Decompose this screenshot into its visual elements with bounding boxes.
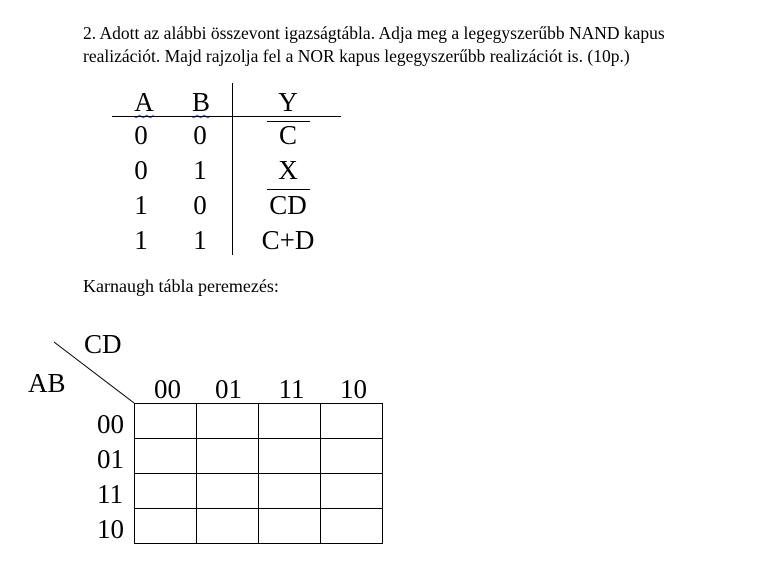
kmap-row-label: 01 [97,444,124,474]
kmap-row [135,474,383,509]
kmap-title-text: Karnaugh tábla peremezés: [83,276,279,296]
kmap-cell[interactable] [321,439,383,474]
kmap-cell[interactable] [197,474,259,509]
kmap-col-label: 01 [215,374,242,404]
row-2-y: X [278,155,298,185]
kmap-cell[interactable] [135,509,197,544]
kmap-row-label: 10 [97,514,124,544]
kmap-grid [134,403,383,544]
kmap-row-label: 11 [97,479,123,509]
row-3-y: CD [269,190,307,220]
kmap-cell[interactable] [321,509,383,544]
kmap-cell[interactable] [259,439,321,474]
kmap-cell[interactable] [197,509,259,544]
kmap-cell[interactable] [321,474,383,509]
header-y: Y [278,87,298,117]
row-3-b: 0 [193,190,207,220]
kmap-col-label: 00 [154,374,181,404]
row-1-a: 0 [134,120,148,150]
kmap-row [135,439,383,474]
kmap-row [135,509,383,544]
kmap-cell[interactable] [197,404,259,439]
kmap-cell[interactable] [259,509,321,544]
kmap-row [135,404,383,439]
kmap-row-label: 00 [97,409,124,439]
row-1-b: 0 [193,120,207,150]
row-1-y: C [278,120,297,150]
row-3-a: 1 [134,190,148,220]
row-4-a: 1 [134,225,148,255]
task-line-2: realizációt. Majd rajzolja fel a NOR kapus legegyszerűbb realizációt is. (10p.) [83,46,630,66]
header-a: A [134,87,154,117]
row-4-b: 1 [193,225,207,255]
row-2-b: 1 [193,155,207,185]
kmap-cell[interactable] [135,439,197,474]
kmap-cell[interactable] [197,439,259,474]
kmap-cell[interactable] [135,474,197,509]
kmap-col-label: 10 [340,374,367,404]
kmap-cell[interactable] [259,404,321,439]
header-b: B [191,87,210,117]
kmap-col-var: CD [84,329,122,359]
kmap-col-label: 11 [278,374,305,404]
kmap-cell[interactable] [321,404,383,439]
kmap-cell[interactable] [259,474,321,509]
kmap-row-var: AB [28,368,66,398]
row-2-a: 0 [134,155,148,185]
task-line-1: 2. Adott az alábbi összevont igazságtábla. Adja meg a legegyszerűbb NAND kapus [83,23,665,43]
kmap-cell[interactable] [135,404,197,439]
row-4-y: C+D [261,225,315,255]
